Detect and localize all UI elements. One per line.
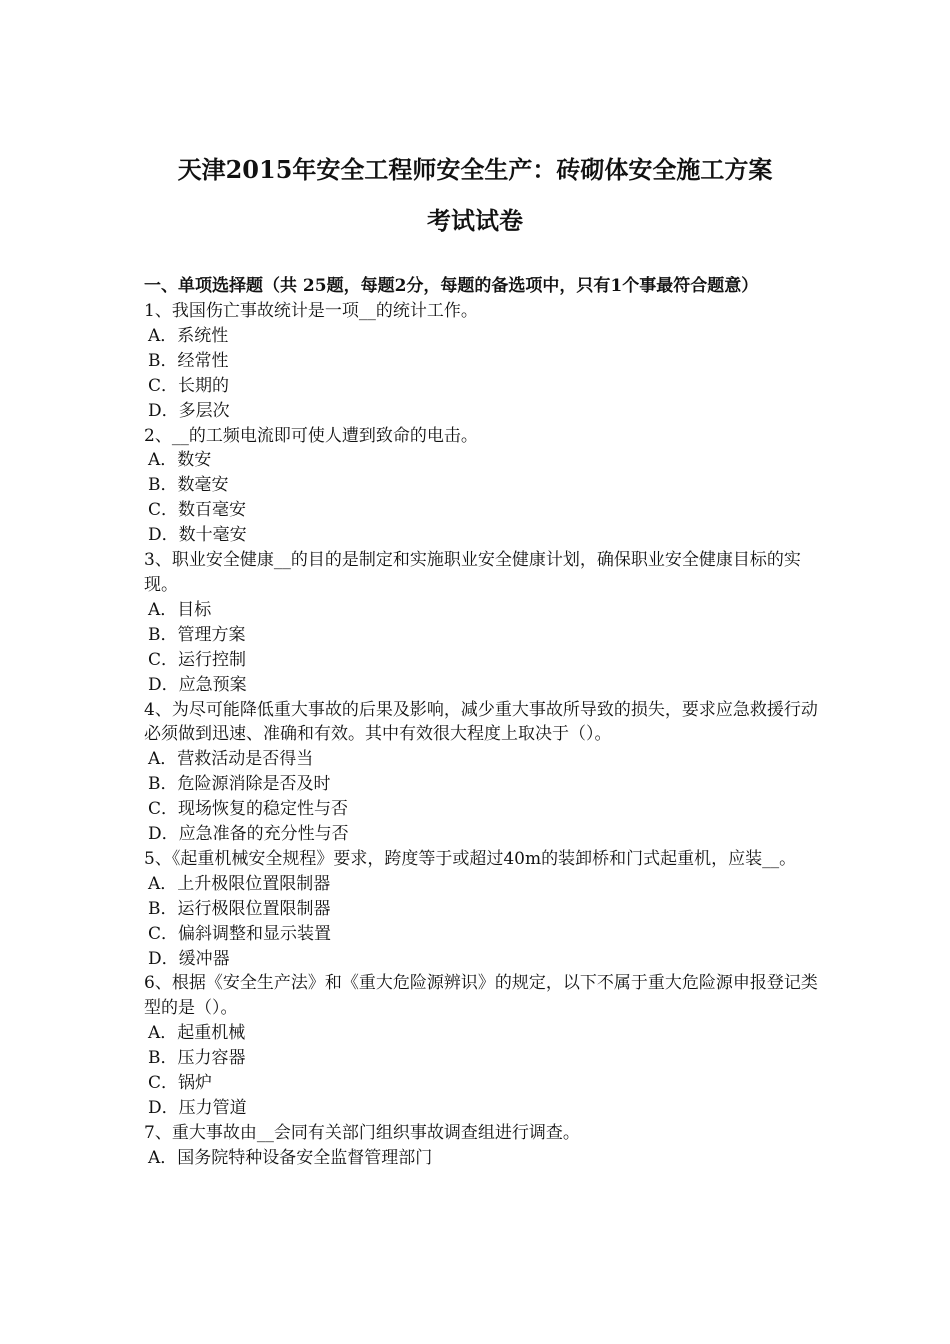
option-a: A．上升极限位置限制器 [148,873,331,894]
question-5 [144,847,824,972]
question-stem: 6、根据《安全生产法》和《重大危险源辨识》的规定，以下不属于重大危险源申报登记类型的是（）。 [144,973,818,1019]
option-d: D．应急准备的充分性与否 [148,824,349,845]
option-d: D．压力管道 [148,1098,247,1118]
option-list [144,598,824,698]
question-2 [144,424,824,549]
option-d: D．缓冲器 [148,948,230,969]
option-b: B．运行极限位置限制器 [148,898,331,919]
option-list [144,324,824,424]
question-stem: 2、__的工频电流即可使人遭到致命的电击。 [144,425,478,446]
document-title-line-2: 考试试卷 [427,206,523,235]
document-title-line-1: 天津2015年安全工程师安全生产：砖砌体安全施工方案 [177,155,773,184]
option-a: A．目标 [148,599,212,620]
option-c: C．偏斜调整和显示装置 [148,923,332,944]
option-c: C．锅炉 [148,1073,213,1094]
option-list [144,1021,824,1121]
option-b: B．数毫安 [148,475,229,496]
option-list [144,1146,824,1171]
option-b: B．管理方案 [148,624,246,645]
option-c: C．现场恢复的稳定性与否 [148,799,349,820]
option-c: C．数百毫安 [148,500,247,521]
question-7 [144,1121,824,1171]
option-a: A．起重机械 [148,1023,246,1044]
section-heading: 一、单项选择题（共 25题，每题2分，每题的备选项中，只有1个事最符合题意） [144,276,759,296]
option-list [144,872,824,972]
question-1 [144,299,824,424]
option-b: B．危险源消除是否及时 [148,774,331,795]
option-b: B．压力容器 [148,1048,246,1069]
option-c: C．运行控制 [148,649,247,670]
question-stem: 5、《起重机械安全规程》要求，跨度等于或超过40m的装卸桥和门式起重机，应装__。 [144,848,797,869]
option-c: C．长期的 [148,375,230,396]
document-body [144,274,824,1171]
option-d: D．数十毫安 [148,525,247,546]
option-list [144,448,824,548]
option-b: B．经常性 [148,350,229,371]
option-a: A．数安 [148,450,212,471]
question-3 [144,548,824,697]
question-stem: 3、职业安全健康__的目的是制定和实施职业安全健康计划，确保职业安全健康目标的实现。 [144,550,801,595]
question-stem: 4、为尽可能降低重大事故的后果及影响，减少重大事故所导致的损失，要求应急救援行动必须做到迅速、准确和有效。其中有效很大程度上取决于（）。 [144,699,818,745]
question-4 [144,698,824,847]
option-d: D．多层次 [148,400,230,421]
option-a: A．系统性 [148,325,229,346]
question-stem: 7、重大事故由__会同有关部门组织事故调查组进行调查。 [144,1122,580,1143]
question-list [144,299,824,1171]
option-list [144,747,824,847]
question-stem: 1、我国伤亡事故统计是一项__的统计工作。 [144,301,478,321]
question-6 [144,971,824,1120]
option-a: A．国务院特种设备安全监督管理部门 [148,1147,433,1168]
option-d: D．应急预案 [148,674,247,695]
option-a: A．营救活动是否得当 [148,749,314,770]
